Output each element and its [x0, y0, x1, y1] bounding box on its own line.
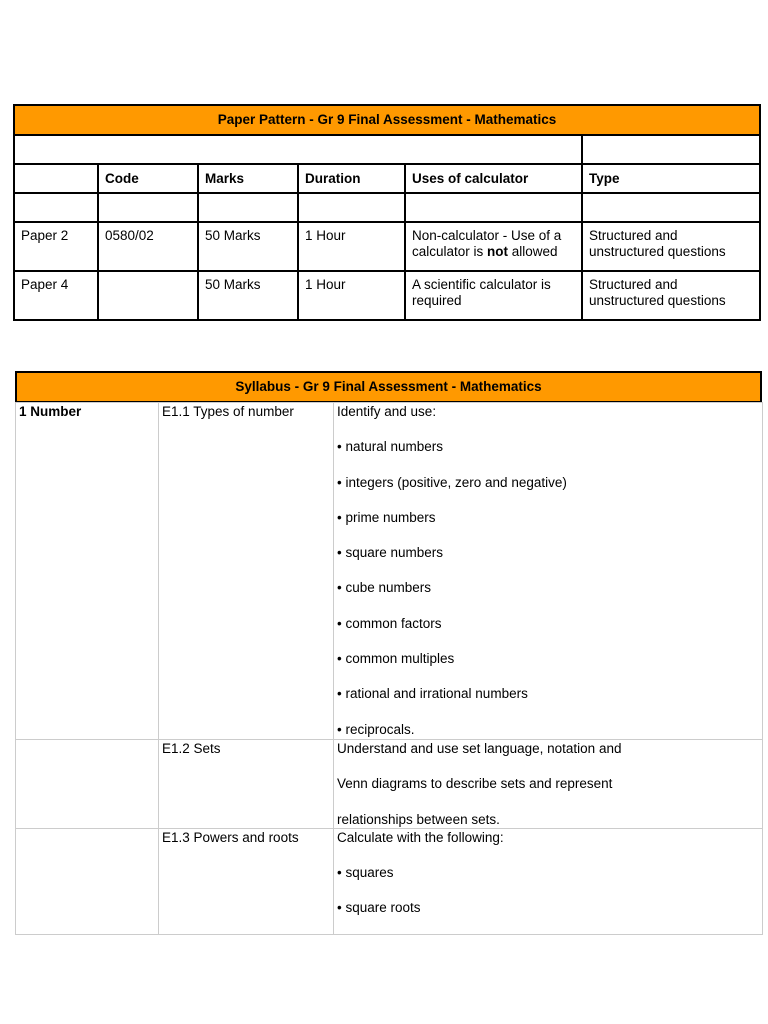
- content-line: • rational and irrational numbers: [337, 686, 528, 702]
- column-header-code: Code: [98, 164, 198, 193]
- content-line: relationships between sets.: [337, 811, 500, 827]
- table-row: [14, 271, 760, 320]
- blank-cell: [298, 193, 405, 222]
- paper-duration: 1 Hour: [298, 222, 405, 271]
- paper-type: Structured and unstructured questions: [582, 271, 760, 320]
- section-content: [334, 740, 763, 829]
- blank-cell: [198, 193, 298, 222]
- blank-cell: [582, 135, 760, 164]
- paper-calculator: [405, 271, 582, 320]
- content-line: • squares: [337, 864, 394, 880]
- content-line: • common factors: [337, 615, 442, 631]
- blank-cell: [405, 193, 582, 222]
- paper-name: Paper 4: [14, 271, 98, 320]
- content-line: • prime numbers: [337, 509, 436, 525]
- syllabus-title: Syllabus - Gr 9 Final Assessment - Mathematics: [15, 371, 762, 403]
- content-line: • cube numbers: [337, 580, 432, 596]
- column-header-calculator: Uses of calculator: [405, 164, 582, 193]
- content-line: Identify and use:: [337, 404, 437, 419]
- topic-label-empty: [16, 828, 159, 935]
- calculator-emphasis: not: [487, 243, 509, 259]
- topic-label: 1 Number: [16, 403, 159, 740]
- paper-duration: 1 Hour: [298, 271, 405, 320]
- content-line: Understand and use set language, notation and: [337, 741, 622, 756]
- paper-marks: 50 Marks: [198, 271, 298, 320]
- paper-code: [98, 271, 198, 320]
- section-content: [334, 828, 763, 935]
- calculator-text: Non-calculator - Use of a calculator is: [412, 228, 562, 259]
- table-row: [16, 828, 763, 935]
- content-line: • integers (positive, zero and negative): [337, 474, 567, 490]
- calculator-text: A scientific calculator is required: [412, 277, 551, 308]
- section-content: [334, 403, 763, 740]
- blank-cell: [98, 193, 198, 222]
- paper-pattern-title: Paper Pattern - Gr 9 Final Assessment - Mathematics: [14, 105, 760, 135]
- content-line: • common multiples: [337, 651, 455, 667]
- topic-label-empty: [16, 740, 159, 829]
- content-line: • natural numbers: [337, 439, 444, 455]
- paper-calculator: [405, 222, 582, 271]
- section-code: E1.2 Sets: [159, 740, 334, 829]
- syllabus-table: [15, 402, 763, 935]
- calculator-text-end: allowed: [508, 243, 558, 259]
- column-header-marks: Marks: [198, 164, 298, 193]
- paper-marks: 50 Marks: [198, 222, 298, 271]
- blank-cell: [582, 193, 760, 222]
- column-header-duration: Duration: [298, 164, 405, 193]
- paper-code: 0580/02: [98, 222, 198, 271]
- content-line: Venn diagrams to describe sets and represent: [337, 776, 613, 792]
- content-line: • square roots: [337, 900, 421, 916]
- paper-type: Structured and unstructured questions: [582, 222, 760, 271]
- section-code: E1.3 Powers and roots: [159, 828, 334, 935]
- table-row: [16, 403, 763, 740]
- blank-cell: [14, 135, 582, 164]
- paper-name: Paper 2: [14, 222, 98, 271]
- section-code: E1.1 Types of number: [159, 403, 334, 740]
- content-line: Calculate with the following:: [337, 829, 504, 845]
- paper-pattern-table: [13, 104, 761, 321]
- blank-cell: [14, 193, 98, 222]
- table-row: [14, 222, 760, 271]
- content-line: • reciprocals.: [337, 721, 415, 737]
- column-header-type: Type: [582, 164, 760, 193]
- column-header: [14, 164, 98, 193]
- table-row: [16, 740, 763, 829]
- content-line: • square numbers: [337, 545, 444, 561]
